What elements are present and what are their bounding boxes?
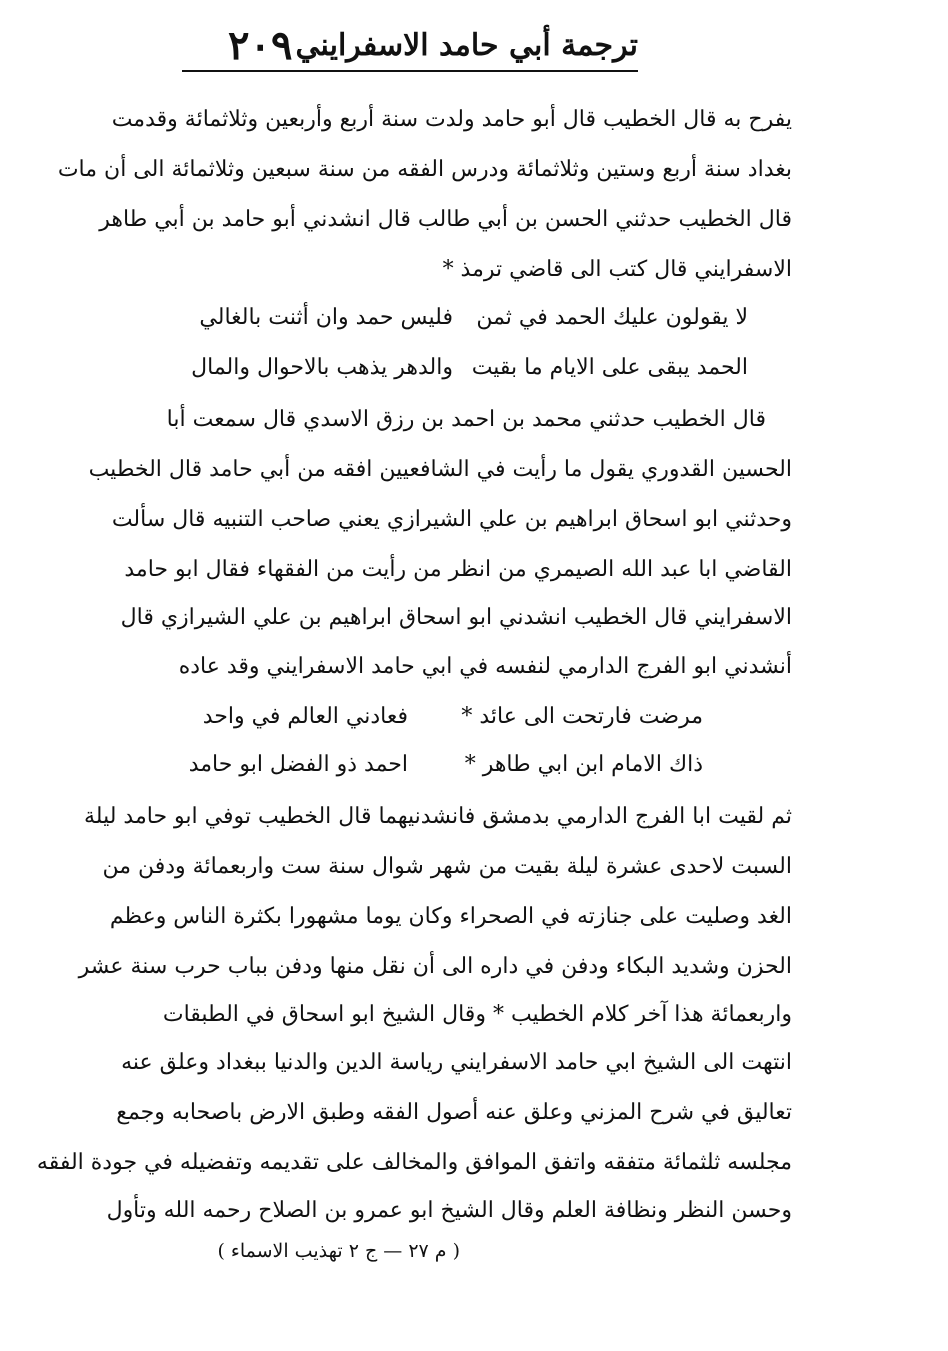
- footer-signature: ( م ٢٧ — ج ٢ تهذيب الاسماء ): [217, 1240, 460, 1262]
- text-line: واربعمائة هذا آخر كلام الخطيب * وقال الشيخ ابو اسحاق في الطبقات: [162, 1002, 792, 1027]
- text-line: وحدثني ابو اسحاق ابراهيم بن علي الشيرازي يعني صاحب التنبيه قال سألت: [111, 507, 792, 532]
- text-line: أنشدني ابو الفرج الدارمي لنفسه في ابي حامد الاسفرايني وقد عاده: [178, 654, 792, 679]
- text-line: تعاليق في شرح المزني وعلق عنه أصول الفقه وطبق الارض باصحابه وجمع: [116, 1100, 792, 1125]
- verse-hemistich: فليس حمد وان أثنت بالغالي: [199, 305, 453, 330]
- verse-hemistich: احمد ذو الفضل ابو حامد: [188, 752, 408, 777]
- text-line: السبت لاحدى عشرة ليلة بقيت من شهر شوال سنة ست واربعمائة ودفن من: [102, 854, 792, 879]
- page-header: [178, 22, 638, 69]
- header-rule: [182, 70, 638, 72]
- text-line: الغد وصليت على جنازته في الصحراء وكان يوما مشهورا بكثرة الناس وعظم: [109, 904, 792, 929]
- page-number: ٢٠٩: [228, 22, 293, 69]
- verse-hemistich: فعادني العالم في واحد: [202, 704, 408, 729]
- text-line: القاضي ابا عبد الله الصيمري من انظر من رأيت من الفقهاء فقال ابو حامد: [124, 557, 792, 582]
- text-line: يفرح به قال الخطيب قال أبو حامد ولدت سنة أربع وأربعين وثلاثمائة وقدمت: [111, 107, 792, 132]
- text-line: الحسين القدوري يقول ما رأيت في الشافعيين افقه من أبي حامد قال الخطيب: [88, 457, 792, 482]
- text-line: الاسفرايني قال كتب الى قاضي ترمذ *: [442, 257, 792, 282]
- text-line: بغداد سنة أربع وستين وثلاثمائة ودرس الفقه من سنة سبعين وثلاثمائة الى أن مات: [57, 157, 792, 182]
- running-title: ترجمة أبي حامد الاسفرايني: [295, 28, 638, 63]
- text-line: ثم لقيت ابا الفرج الدارمي بدمشق فانشدنيهما قال الخطيب توفي ابو حامد ليلة: [84, 804, 792, 829]
- verse-hemistich: والدهر يذهب بالاحوال والمال: [191, 355, 453, 380]
- text-line: وحسن النظر ونظافة العلم وقال الشيخ ابو عمرو بن الصلاح رحمه الله وتأول: [106, 1198, 792, 1223]
- text-line: قال الخطيب حدثني الحسن بن أبي طالب قال انشدني أبو حامد بن أبي طاهر: [99, 207, 792, 232]
- verse-hemistich: لا يقولون عليك الحمد في ثمن: [476, 305, 748, 330]
- text-line: الاسفرايني قال الخطيب انشدني ابو اسحاق ابراهيم بن علي الشيرازي قال: [120, 605, 792, 630]
- verse-hemistich: الحمد يبقى على الايام ما بقيت: [471, 355, 748, 380]
- text-line: قال الخطيب حدثني محمد بن احمد بن رزق الاسدي قال سمعت أبا: [166, 407, 766, 432]
- verse-hemistich: مرضت فارتحت الى عائد *: [461, 704, 703, 729]
- text-line: انتهت الى الشيخ ابي حامد الاسفرايني رياسة الدين والدنيا ببغداد وعلق عنه: [121, 1050, 792, 1075]
- text-line: مجلسه ثلثمائة متفقه واتفق الموافق والمخالف على تقديمه وتفضيله في جودة الفقه: [36, 1150, 792, 1175]
- text-line: الحزن وشديد البكاء ودفن في داره الى أن نقل منها ودفن بباب حرب سنة عشر: [78, 954, 792, 979]
- verse-hemistich: ذاك الامام ابن ابي طاهر *: [464, 752, 703, 777]
